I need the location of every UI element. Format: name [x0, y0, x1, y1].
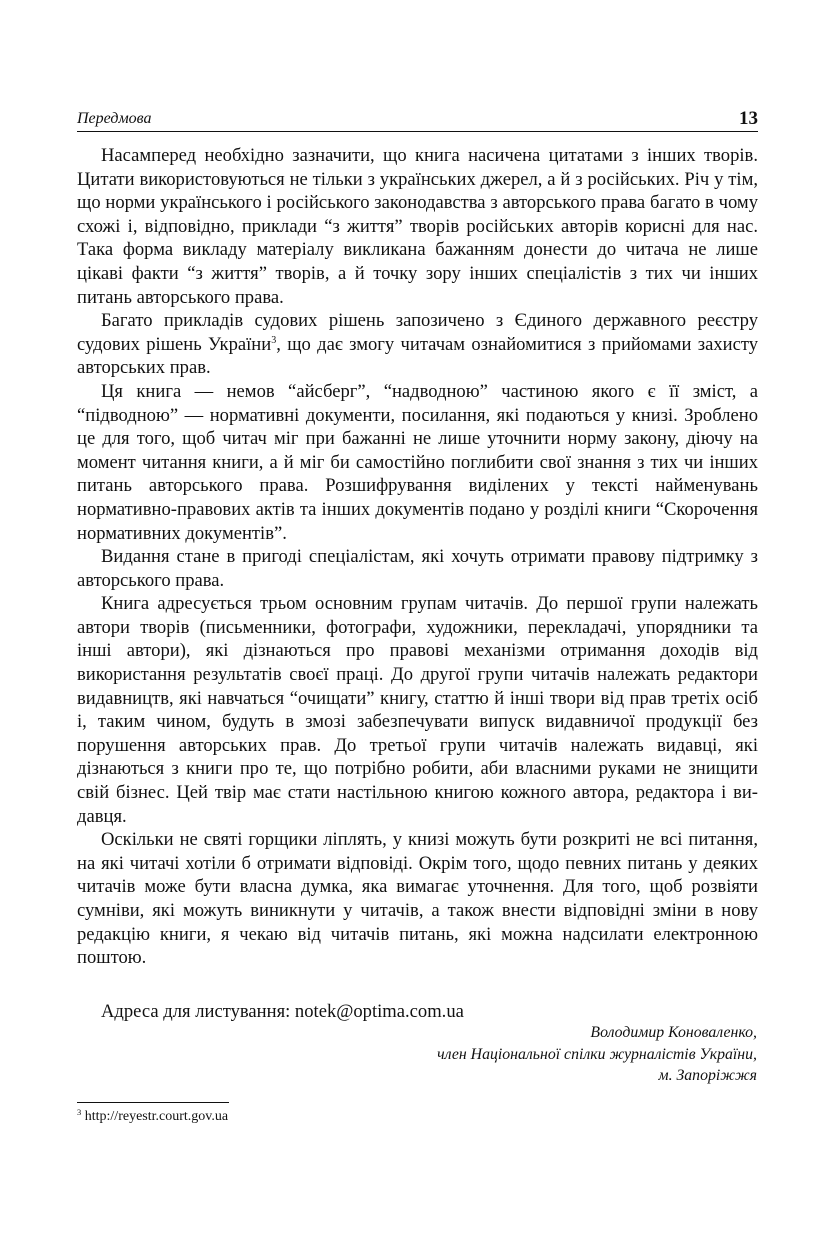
page-number: 13 — [739, 108, 758, 129]
paragraph-feedback: Оскільки не святі горщики ліплять, у книзі можуть бути розкриті не всі питання, на які читачі хотіли б отримати відповіді. Окрім того, щодо певних питань у деяких читачів може бути власна думка, яка вимагає уточнення. Для того, щоб розвіяти сумніви, які можуть виникнути у читачів, а також внести відповідні зміни в нову редакцію книги, я чекаю від читачів питань, які можна надсилати електронною поштою. — [77, 829, 758, 969]
running-header — [77, 108, 758, 132]
paragraph-court-registry-start: Багато прикладів судових рішень запозичено з Єдиного державного реєстру судових рішень України — [77, 310, 758, 355]
paragraph-iceberg: Ця книга — немов “айсберг”, “надводною” частиною якого є її зміст, а “підводною” — нормативні документи, посилання, які подаються у книзі. Зроблено це для того, щоб читач міг при бажанні не лише уточнити норму закону, діючу на момент читання книги, а й міг би самостійно поглибити свої знання з тих чи інших питань авторського права. Розшифрування виділених у тексті найменувань нормативно-правових актів та інших документів подано у розділі книги “Скорочення нормативних документів”. — [77, 380, 758, 544]
footnote-rule — [77, 1102, 229, 1103]
paragraph-court-registry-end: , що дає змогу читачам ознайомитися з прийомами захисту авторських прав. — [77, 333, 759, 379]
paragraph-specialists: Видання стане в пригоді спеціалістам, які хочуть отримати правову підтримку з авторського права. — [77, 546, 758, 591]
footnote-url[interactable]: http://reyestr.court.gov.ua — [81, 1109, 229, 1124]
paragraph-reader-groups: Книга адресується трьом основним групам читачів. До першої групи належать автори творів (письменники, фотографи, художники, перекладачі, упорядники та інші автори), які дізнаються про правові механізми отримання доходів від використання результатів своєї праці. До другої групи читачів належать редактори видавництв, які навчаться “очищати” книгу, статтю й інші твори від прав третіх осіб і, таким чином, будуть в змозі забезпечувати випуск видавничої продукції без порушення авторських прав. До третьої групи читачів належать видавці, які дізнаються з книги про те, що потрібно робити, аби власними руками не знищити свій бізнес. Цей твір має стати настільною книгою кожного автора, редактора і видавця. — [77, 593, 758, 827]
footnote — [77, 1108, 228, 1126]
author-signature — [257, 1022, 757, 1087]
author-city: м. Запоріжжя — [658, 1067, 757, 1085]
body-text — [77, 144, 758, 970]
contact-address: Адреса для листування: notek@optima.com.ua — [101, 1001, 464, 1022]
footnote-marker: 3 — [77, 1107, 82, 1117]
header-rule — [77, 131, 758, 132]
author-name: Володимир Коноваленко, — [590, 1024, 757, 1041]
paragraph-intro: Насамперед необхідно зазначити, що книга насичена цитатами з інших творів. Цитати використовуються не тільки з українських джерел, а й з російських. Річ у тім, що норми українського і російського законодавства з авторського права багато в чому схожі і, відповідно, приклади “з життя” творів російських авторів корисні для нас. Така форма викладу матеріалу викликана бажанням донести до читача не лише цікаві факти “з життя” творів, а й точку зору інших спеціалістів з тих чи інших питань авторського права. — [77, 145, 758, 308]
footnote-reference[interactable]: 3 — [271, 334, 277, 346]
running-title: Передмова — [77, 110, 152, 127]
paragraph-court-registry — [77, 309, 758, 380]
author-title: член Національної спілки журналістів України, — [437, 1045, 757, 1063]
